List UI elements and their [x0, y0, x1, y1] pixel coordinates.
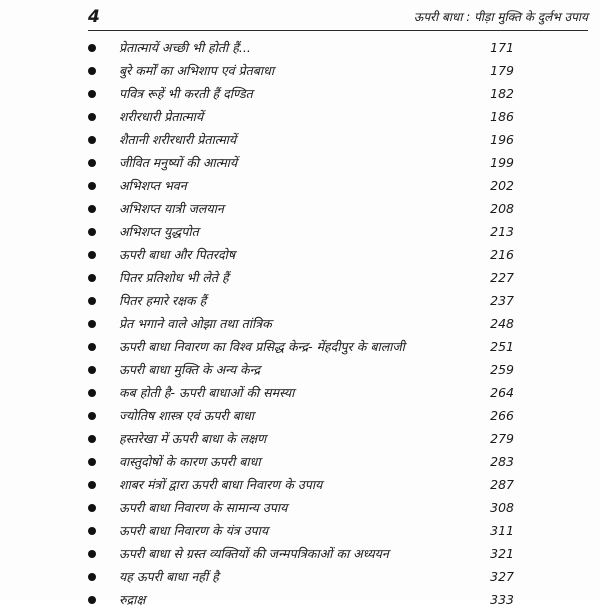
toc-entry-page: 208: [490, 201, 514, 216]
toc-entry-title: हस्तरेखा में ऊपरी बाधा के लक्षण: [119, 431, 267, 446]
toc-entry: [0, 245, 600, 268]
toc-entry: [0, 291, 600, 314]
toc-entry-page: 227: [490, 270, 514, 285]
toc-entry-page: 264: [490, 385, 514, 400]
toc-entry-page: 237: [490, 293, 514, 308]
bullet-icon: [88, 389, 96, 397]
toc-entry: [0, 475, 600, 498]
toc-entry: [0, 590, 600, 613]
toc-entry: [0, 567, 600, 590]
bullet-icon: [88, 596, 96, 604]
bullet-icon: [88, 320, 96, 328]
toc-entry: [0, 130, 600, 153]
toc-entry-page: 202: [490, 178, 514, 193]
toc-entry-title: अभिशप्त भवन: [119, 178, 187, 193]
toc-entry-title: ऊपरी बाधा निवारण के यंत्र उपाय: [119, 523, 269, 538]
toc-entry: [0, 383, 600, 406]
bullet-icon: [88, 297, 96, 305]
toc-entry-title: शैतानी शरीरधारी प्रेतात्मायें: [119, 132, 237, 147]
toc-entry: [0, 452, 600, 475]
bullet-icon: [88, 458, 96, 466]
toc-entry-title: अभिशप्त यात्री जलयान: [119, 201, 224, 216]
toc-entry-title: वास्तुदोषों के कारण ऊपरी बाधा: [119, 454, 261, 469]
toc-entry: [0, 199, 600, 222]
toc-entry: [0, 521, 600, 544]
bullet-icon: [88, 251, 96, 259]
bullet-icon: [88, 113, 96, 121]
page-header: [88, 6, 588, 31]
toc-entry-title: जीवित मनुष्यों की आत्मायें: [119, 155, 238, 170]
toc-entry-page: 308: [490, 500, 514, 515]
toc-entry-title: पितर हमारे रक्षक हैं: [119, 293, 207, 308]
toc-entry-page: 279: [490, 431, 514, 446]
toc-entry-title: शरीरधारी प्रेतात्मायें: [119, 109, 204, 124]
toc-entry: [0, 84, 600, 107]
toc-entry-page: 199: [490, 155, 514, 170]
toc-entry-title: ऊपरी बाधा और पितरदोष: [119, 247, 236, 262]
toc-entry-title: कब होती है- ऊपरी बाधाओं की समस्या: [119, 385, 295, 400]
toc-entry-title: पितर प्रतिशोध भी लेते हैं: [119, 270, 229, 285]
toc-entry: [0, 38, 600, 61]
toc-entry-title: शाबर मंत्रों द्वारा ऊपरी बाधा निवारण के उपाय: [119, 477, 323, 492]
bullet-icon: [88, 435, 96, 443]
bullet-icon: [88, 274, 96, 282]
bullet-icon: [88, 550, 96, 558]
toc-entry-page: 213: [490, 224, 514, 239]
toc-entry-title: ज्योतिष शास्त्र एवं ऊपरी बाधा: [119, 408, 255, 423]
bullet-icon: [88, 205, 96, 213]
toc-entry: [0, 429, 600, 452]
toc-entry-page: 321: [490, 546, 514, 561]
toc-entry: [0, 406, 600, 429]
toc-entry: [0, 176, 600, 199]
toc-entry-title: ऊपरी बाधा मुक्ति के अन्य केन्द्र: [119, 362, 261, 377]
toc-entry-page: 287: [490, 477, 514, 492]
toc-entry: [0, 314, 600, 337]
bullet-icon: [88, 366, 96, 374]
bullet-icon: [88, 228, 96, 236]
toc-entry-page: 179: [490, 63, 514, 78]
toc-entry-page: 327: [490, 569, 514, 584]
toc-entry: [0, 61, 600, 84]
running-title: ऊपरी बाधा : पीड़ा मुक्ति के दुर्लभ उपाय: [413, 10, 588, 24]
bullet-icon: [88, 412, 96, 420]
toc-entry-title: प्रेतात्मायें अच्छी भी होती हैं...: [119, 40, 251, 55]
toc-entry: [0, 222, 600, 245]
toc-entry-page: 248: [490, 316, 514, 331]
toc-entry-title: प्रेत भगाने वाले ओझा तथा तांत्रिक: [119, 316, 272, 331]
bullet-icon: [88, 136, 96, 144]
toc-entry-page: 311: [490, 523, 514, 538]
toc-entry-page: 182: [490, 86, 514, 101]
bullet-icon: [88, 573, 96, 581]
toc-entry-page: 171: [490, 40, 514, 55]
toc-entry-title: यह ऊपरी बाधा नहीं है: [119, 569, 219, 584]
toc-entry-title: ऊपरी बाधा निवारण का विश्व प्रसिद्ध केन्द्र- मेंहदीपुर के बालाजी: [119, 339, 405, 354]
toc-entry-page: 216: [490, 247, 514, 262]
bullet-icon: [88, 527, 96, 535]
bullet-icon: [88, 90, 96, 98]
toc-entry-title: बुरे कर्मों का अभिशाप एवं प्रेतबाधा: [119, 63, 275, 78]
toc-entry-title: ऊपरी बाधा निवारण के सामान्य उपाय: [119, 500, 288, 515]
bullet-icon: [88, 44, 96, 52]
toc-entry: [0, 107, 600, 130]
toc-entry: [0, 360, 600, 383]
toc-entry-page: 196: [490, 132, 514, 147]
toc-entry-page: 283: [490, 454, 514, 469]
table-of-contents: [0, 38, 600, 613]
toc-entry: [0, 498, 600, 521]
toc-entry-title: ऊपरी बाधा से ग्रस्त व्यक्तियों की जन्मपत्रिकाओं का अध्ययन: [119, 546, 389, 561]
toc-entry: [0, 337, 600, 360]
toc-entry-page: 266: [490, 408, 514, 423]
toc-entry-page: 186: [490, 109, 514, 124]
toc-entry: [0, 153, 600, 176]
toc-entry-page: 251: [490, 339, 514, 354]
toc-entry: [0, 544, 600, 567]
toc-entry-title: पवित्र रूहें भी करती हैं दण्डित: [119, 86, 253, 101]
bullet-icon: [88, 481, 96, 489]
bullet-icon: [88, 159, 96, 167]
toc-entry-page: 333: [490, 592, 514, 607]
bullet-icon: [88, 182, 96, 190]
page-number: 4: [88, 7, 100, 27]
toc-entry-page: 259: [490, 362, 514, 377]
toc-entry-title: अभिशप्त युद्धपोत: [119, 224, 199, 239]
toc-entry: [0, 268, 600, 291]
bullet-icon: [88, 67, 96, 75]
bullet-icon: [88, 504, 96, 512]
toc-entry-title: रुद्राक्ष: [119, 592, 146, 607]
bullet-icon: [88, 343, 96, 351]
